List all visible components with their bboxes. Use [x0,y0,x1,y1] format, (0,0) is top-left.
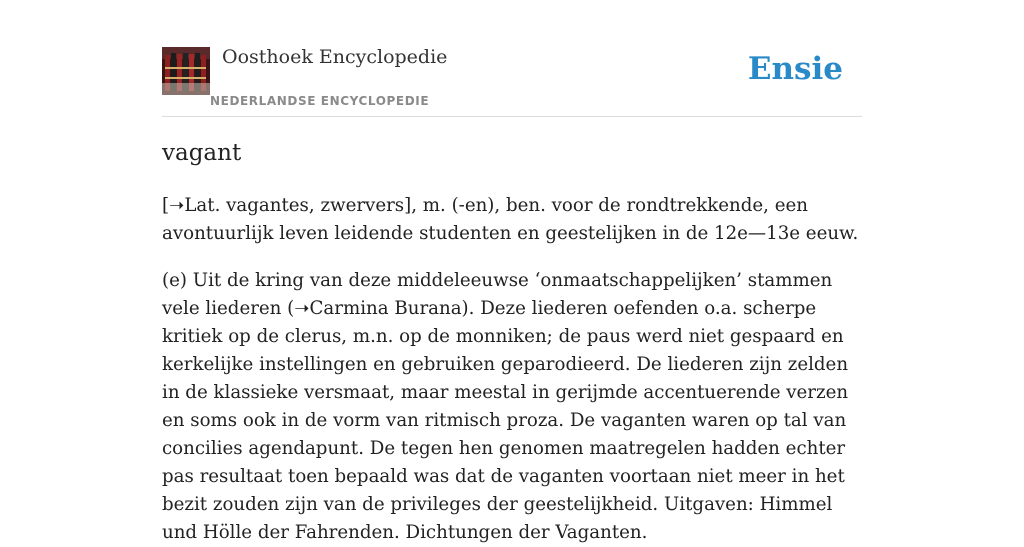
books-icon [162,47,210,95]
article-paragraph-1 [162,192,862,248]
brand-logo-link[interactable]: Ensie [747,51,843,87]
source-subtitle: NEDERLANDSE ENCYCLOPEDIE [210,94,430,108]
p2-text-before: (e) Uit de kring van deze middeleeuwse ‘onmaatschappelijken’ stammen vele liederen ( [162,270,833,319]
article-title: vagant [162,140,242,166]
source-avatar[interactable] [162,47,210,95]
cross-reference-link[interactable]: ➝Lat. [169,195,221,216]
article-paragraph-2 [162,267,862,547]
p1-text: vagantes, zwervers], m. (-en), ben. voor de rondtrekkende, een avontuurlijk leven leidende studenten en geestelijken in de 12e—13e eeuw. [162,195,859,244]
source-title-link[interactable]: Oosthoek Encyclopedie [222,46,448,68]
page-content [162,0,862,543]
p1-open-bracket: [ [162,195,170,216]
cross-reference-link[interactable]: ➝Carmina Burana [294,298,462,319]
p2-text-after: ). Deze liederen oefenden o.a. scherpe kritiek op de clerus, m.n. op de monniken; de paus werd niet gespaard en kerkelijke instellingen en gebruiken geparodieerd. De liederen zijn zelden in de klassieke versmaat, maar meestal in gerijmde accentuerende verzen en soms ook in de vorm van ritmisch proza. De vaganten waren op tal van concilies agendapunt. De tegen hen genomen maatregelen hadden echter pas resultaat toen bepaald was dat de vaganten voortaan niet meer in het bezit zouden zijn van de privileges der geestelijkheid. Uitgaven: Himmel und Hölle der Fahrenden. Dichtungen der Vaganten. [162,298,849,543]
source-header [162,0,862,117]
